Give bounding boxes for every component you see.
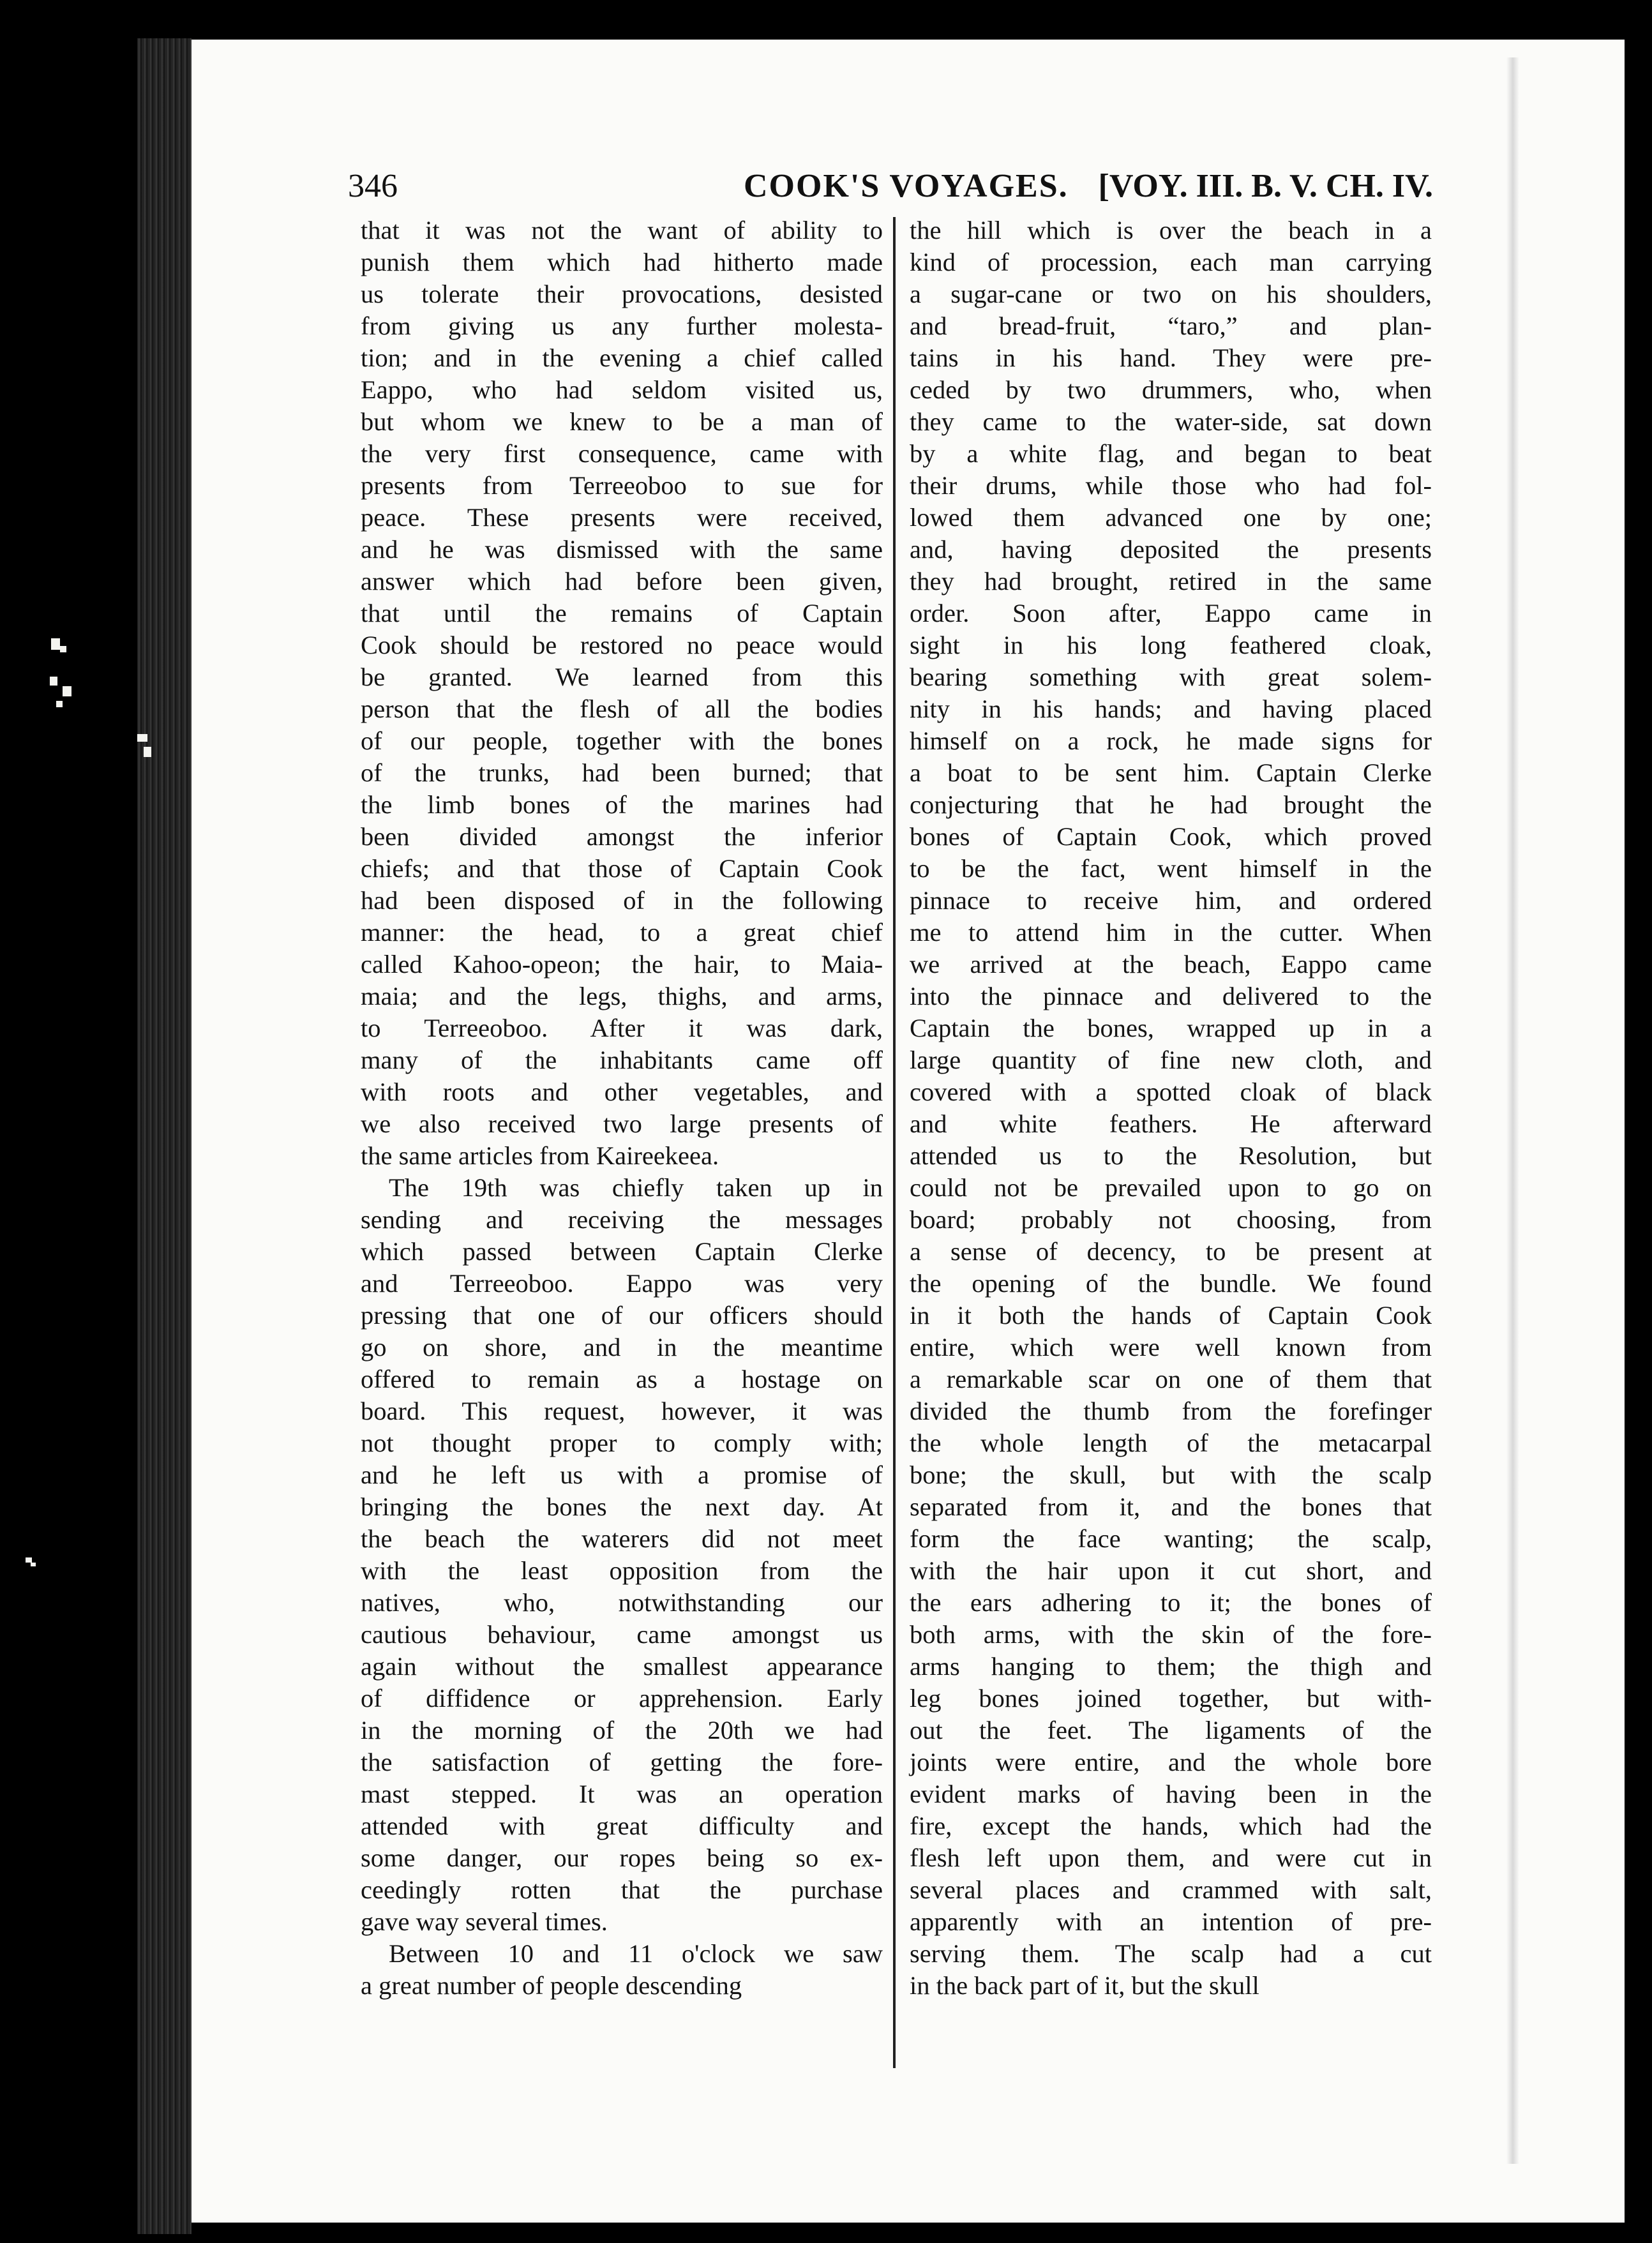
text-line: offered to remain as a hostage on	[361, 1365, 883, 1393]
text-line: sending and receiving the messages	[361, 1205, 883, 1234]
running-title: COOK'S VOYAGES.	[744, 168, 1069, 204]
text-line: attended with great difficulty and	[361, 1812, 883, 1840]
text-line: bones of Captain Cook, which proved	[910, 822, 1432, 851]
text-line: the opening of the bundle. We found	[910, 1269, 1432, 1298]
text-line: but whom we knew to be a man of	[361, 407, 883, 436]
text-line: of our people, together with the bones	[361, 726, 883, 755]
text-line: a sugar-cane or two on his shoulders,	[910, 280, 1432, 308]
text-line: to Terreeoboo. After it was dark,	[361, 1014, 883, 1042]
text-line: a sense of decency, to be present at	[910, 1237, 1432, 1266]
text-line: board. This request, however, it was	[361, 1397, 883, 1425]
text-line: a remarkable scar on one of them that	[910, 1365, 1432, 1393]
text-line: and he left us with a promise of	[361, 1460, 883, 1489]
text-line: mast stepped. It was an operation	[361, 1780, 883, 1808]
text-line: with roots and other vegetables, and	[361, 1077, 883, 1106]
text-line: order. Soon after, Eappo came in	[910, 599, 1432, 627]
speck	[137, 734, 147, 742]
text-line: the satisfaction of getting the fore-	[361, 1748, 883, 1776]
text-line: evident marks of having been in the	[910, 1780, 1432, 1808]
text-line: me to attend him in the cutter. When	[910, 918, 1432, 947]
text-line: out the feet. The ligaments of the	[910, 1716, 1432, 1744]
text-line: nity in his hands; and having placed	[910, 694, 1432, 723]
text-line: in the back part of it, but the skull	[910, 1971, 1259, 2000]
text-line: the limb bones of the marines had	[361, 790, 883, 819]
text-line: in it both the hands of Captain Cook	[910, 1301, 1432, 1330]
text-line: apparently with an intention of pre-	[910, 1907, 1432, 1936]
text-line: and white feathers. He afterward	[910, 1109, 1432, 1138]
text-line: manner: the head, to a great chief	[361, 918, 883, 947]
text-line: that until the remains of Captain	[361, 599, 883, 627]
text-line: had been disposed of in the following	[361, 886, 883, 915]
text-line: tion; and in the evening a chief called	[361, 343, 883, 372]
speck	[50, 677, 57, 686]
text-line: the whole length of the metacarpal	[910, 1429, 1432, 1457]
text-line: several places and crammed with salt,	[910, 1875, 1432, 1904]
text-line: pressing that one of our officers should	[361, 1301, 883, 1330]
text-line: ceded by two drummers, who, when	[910, 375, 1432, 404]
text-line: sight in his long feathered cloak,	[910, 631, 1432, 659]
text-line: and he was dismissed with the same	[361, 535, 883, 564]
column-divider	[893, 217, 896, 2068]
text-line: bearing something with great solem-	[910, 663, 1432, 691]
text-line: not thought proper to comply with;	[361, 1429, 883, 1457]
text-line: be granted. We learned from this	[361, 663, 883, 691]
text-line: pinnace to receive him, and ordered	[910, 886, 1432, 915]
speck	[56, 701, 63, 707]
text-line: tains in his hand. They were pre-	[910, 343, 1432, 372]
text-line: been divided amongst the inferior	[361, 822, 883, 851]
text-line: chiefs; and that those of Captain Cook	[361, 854, 883, 883]
text-line: that it was not the want of ability to	[361, 216, 883, 244]
left-column	[361, 214, 883, 2002]
text-line: of diffidence or apprehension. Early	[361, 1684, 883, 1713]
text-line: of the trunks, had been burned; that	[361, 758, 883, 787]
text-line: natives, who, notwithstanding our	[361, 1588, 883, 1617]
text-line: with the least opposition from the	[361, 1556, 883, 1585]
text-line: himself on a rock, he made signs for	[910, 726, 1432, 755]
text-line: by a white flag, and began to beat	[910, 439, 1432, 468]
text-line: covered with a spotted cloak of black	[910, 1077, 1432, 1106]
text-line: conjecturing that he had brought the	[910, 790, 1432, 819]
text-line: to be the fact, went himself in the	[910, 854, 1432, 883]
text-line: called Kahoo-opeon; the hair, to Maia-	[361, 950, 883, 979]
speck	[26, 1557, 32, 1563]
text-line: could not be prevailed upon to go on	[910, 1173, 1432, 1202]
text-line: some danger, our ropes being so ex-	[361, 1843, 883, 1872]
text-line: Captain the bones, wrapped up in a	[910, 1014, 1432, 1042]
text-line: from giving us any further molesta-	[361, 311, 883, 340]
text-line: in the morning of the 20th we had	[361, 1716, 883, 1744]
section-reference: [VOY. III. B. V. CH. IV.	[1098, 168, 1433, 204]
text-line: lowed them advanced one by one;	[910, 503, 1432, 532]
speck	[60, 646, 66, 652]
text-line: and bread-fruit, “taro,” and plan-	[910, 311, 1432, 340]
text-line: their drums, while those who had fol-	[910, 471, 1432, 500]
text-line: attended us to the Resolution, but	[910, 1141, 1432, 1170]
text-line: Cook should be restored no peace would	[361, 631, 883, 659]
text-line: the beach the waterers did not meet	[361, 1524, 883, 1553]
text-line: maia; and the legs, thighs, and arms,	[361, 982, 883, 1010]
text-line: The 19th was chiefly taken up in	[389, 1173, 883, 1202]
text-line: they came to the water-side, sat down	[910, 407, 1432, 436]
text-line: serving them. The scalp had a cut	[910, 1939, 1432, 1968]
text-line: the hill which is over the beach in a	[910, 216, 1432, 244]
text-line: and Terreeoboo. Eappo was very	[361, 1269, 883, 1298]
text-line: arms hanging to them; the thigh and	[910, 1652, 1432, 1681]
text-line: us tolerate their provocations, desisted	[361, 280, 883, 308]
page-number: 346	[348, 168, 398, 204]
text-line: a great number of people descending	[361, 1971, 742, 2000]
text-line: fire, except the hands, which had the	[910, 1812, 1432, 1840]
text-line: cautious behaviour, came amongst us	[361, 1620, 883, 1649]
text-line: punish them which had hitherto made	[361, 248, 883, 276]
text-line: they had brought, retired in the same	[910, 567, 1432, 596]
text-line: peace. These presents were received,	[361, 503, 883, 532]
speck	[63, 686, 71, 696]
text-line: the same articles from Kaireekeea.	[361, 1141, 719, 1170]
text-line: the ears adhering to it; the bones of	[910, 1588, 1432, 1617]
text-line: Eappo, who had seldom visited us,	[361, 375, 883, 404]
text-line: bone; the skull, but with the scalp	[910, 1460, 1432, 1489]
text-line: go on shore, and in the meantime	[361, 1333, 883, 1362]
text-line: Between 10 and 11 o'clock we saw	[389, 1939, 883, 1968]
speck-group	[26, 638, 151, 1566]
text-line: large quantity of fine new cloth, and	[910, 1046, 1432, 1074]
text-line: again without the smallest appearance	[361, 1652, 883, 1681]
text-line: we also received two large presents of	[361, 1109, 883, 1138]
running-header	[348, 167, 1433, 206]
text-line: and, having deposited the presents	[910, 535, 1432, 564]
text-line: gave way several times.	[361, 1907, 608, 1936]
speck	[31, 1563, 36, 1566]
text-line: board; probably not choosing, from	[910, 1205, 1432, 1234]
text-line: form the face wanting; the scalp,	[910, 1524, 1432, 1553]
text-line: the very first consequence, came with	[361, 439, 883, 468]
speck	[51, 638, 60, 650]
text-line: leg bones joined together, but with-	[910, 1684, 1432, 1713]
text-line: joints were entire, and the whole bore	[910, 1748, 1432, 1776]
text-line: person that the flesh of all the bodies	[361, 694, 883, 723]
text-line: which passed between Captain Clerke	[361, 1237, 883, 1266]
text-line: separated from it, and the bones that	[910, 1492, 1432, 1521]
text-line: kind of procession, each man carrying	[910, 248, 1432, 276]
text-line: many of the inhabitants came off	[361, 1046, 883, 1074]
text-line: a boat to be sent him. Captain Clerke	[910, 758, 1432, 787]
text-line: ceedingly rotten that the purchase	[361, 1875, 883, 1904]
text-line: with the hair upon it cut short, and	[910, 1556, 1432, 1585]
text-line: presents from Terreeoboo to sue for	[361, 471, 883, 500]
text-line: both arms, with the skin of the fore-	[910, 1620, 1432, 1649]
text-line: entire, which were well known from	[910, 1333, 1432, 1362]
text-line: we arrived at the beach, Eappo came	[910, 950, 1432, 979]
text-line: into the pinnace and delivered to the	[910, 982, 1432, 1010]
text-line: answer which had before been given,	[361, 567, 883, 596]
text-line: flesh left upon them, and were cut in	[910, 1843, 1432, 1872]
right-column	[910, 214, 1432, 2002]
speck	[144, 747, 151, 757]
text-line: bringing the bones the next day. At	[361, 1492, 883, 1521]
text-line: divided the thumb from the forefinger	[910, 1397, 1432, 1425]
